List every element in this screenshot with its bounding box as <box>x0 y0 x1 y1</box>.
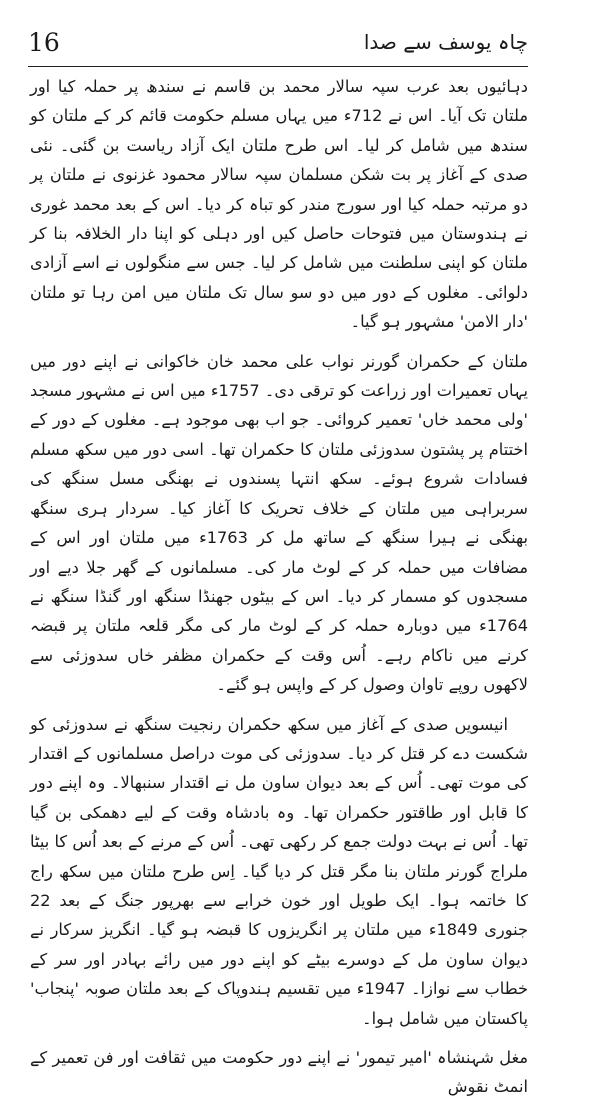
paragraph: ملتان کے حکمران گورنر نواب علی محمد خان خاکوانی نے اپنے دور میں یہاں تعمیرات اور زراعت کو ترقی دی۔ 1757ء میں اس نے مشہور مسجد 'ولی محمد خاں' تعمیر کروائی۔ جو اب بھی موجود ہے۔ مغلوں کے دور کے اختتام پر پشتون سدوزئی ملتان کا حکمران تھا۔ اسی دور میں سکھ مسلم فسادات شروع ہوئے۔ سکھ انتہا پسندوں نے بھنگی مسل سنگھ کی سربراہی میں ملتان کے خلاف تحریک کا آغاز کیا۔ سردار ہری سنگھ بھنگی نے ہیرا سنگھ کے ساتھ مل کر 1763ء میں ملتان اور اس کے مضافات میں حملہ کر کے لوٹ مار کی۔ مسلمانوں کے گھر جلا دیے اور مسجدوں کو مسمار کر دیا۔ اس کے بیٹوں جھنڈا سنگھ اور گنڈا سنگھ نے 1764ء میں دوبارہ حملہ کر کے لوٹ مار کی مگر قلعہ ملتان پر قبضہ کرنے میں ناکام رہے۔ اُس وقت کے حکمران مظفر خاں سدوزئی سے لاکھوں روپے تاوان وصول کر کے واپس ہو گئے۔ <box>30 351 528 695</box>
header-rule <box>28 66 528 67</box>
body-text <box>30 72 528 1102</box>
paragraph: دہائیوں بعد عرب سپہ سالار محمد بن قاسم نے سندھ پر حملہ کیا اور ملتان تک آیا۔ اس نے 712ء میں یہاں مسلم حکومت قائم کر کے ملتان کو سندھ میں شامل کر لیا۔ اس طرح ملتان ایک آزاد ریاست بن گئی۔ نئی صدی کے آغاز پر بت شکن مسلمان سپہ سالار محمود غزنوی نے ملتان پر دو مرتبہ حملہ کیا اور سورج مندر کو تباہ کر دیا۔ اس کے بعد محمد غوری نے ہندوستان میں فتوحات حاصل کیں اور دہلی کو اپنا دار الخلافہ بنا کر ملتان کو اپنی سلطنت میں شامل کر لیا۔ جس سے منگولوں نے اسے آزادی دلوائی۔ مغلوں کے دور میں دو سو سال تک ملتان میں امن رہا تو ملتان 'دار الامن' مشہور ہو گیا۔ <box>30 77 529 332</box>
paragraph: مغل شہنشاہ 'امیر تیمور' نے اپنے دور حکومت میں ثقافت اور فن تعمیر کے انمٹ نقوش <box>30 1048 528 1097</box>
paragraph: انیسویں صدی کے آغاز میں سکھ حکمران رنجیت سنگھ نے سدوزئی کو شکست دے کر قتل کر دیا۔ سدوزئی کی موت دراصل مسلمانوں کے اقتدار کی موت تھی۔ اُس کے بعد دیوان ساون مل نے اقتدار سنبھالا۔ وہ اپنے دور کا قابل اور طاقتور حکمران تھا۔ وہ بادشاہ وقت کے لیے دھمکی بن گیا تھا۔ اُس نے بہت دولت جمع کر رکھی تھی۔ اُس کے مرنے کے بعد اُس کا بیٹا ملراج گورنر ملتان بنا مگر قتل کر دیا گیا۔ اِس طرح ملتان میں سکھ راج کا خاتمہ ہوا۔ ایک طویل اور خون خرابے سے بھرپور جنگ کے بعد 22 جنوری 1849ء میں ملتان پر انگریزوں کا قبضہ ہو گیا۔ انگریز سرکار نے دیوان ساون مل کے دوسرے بیٹے کو اپنے دور میں رائے بہادر اور سر کے خطاب سے نوازا۔ 1947ء میں تقسیم ہندوپاک کے بعد ملتان صوبہ 'پنجاب' پاکستان میں شامل ہوا۔ <box>30 714 529 1028</box>
page-number: 16 <box>28 27 60 57</box>
running-title: چاہ یوسف سے صدا <box>363 30 528 54</box>
page-header <box>28 20 528 64</box>
